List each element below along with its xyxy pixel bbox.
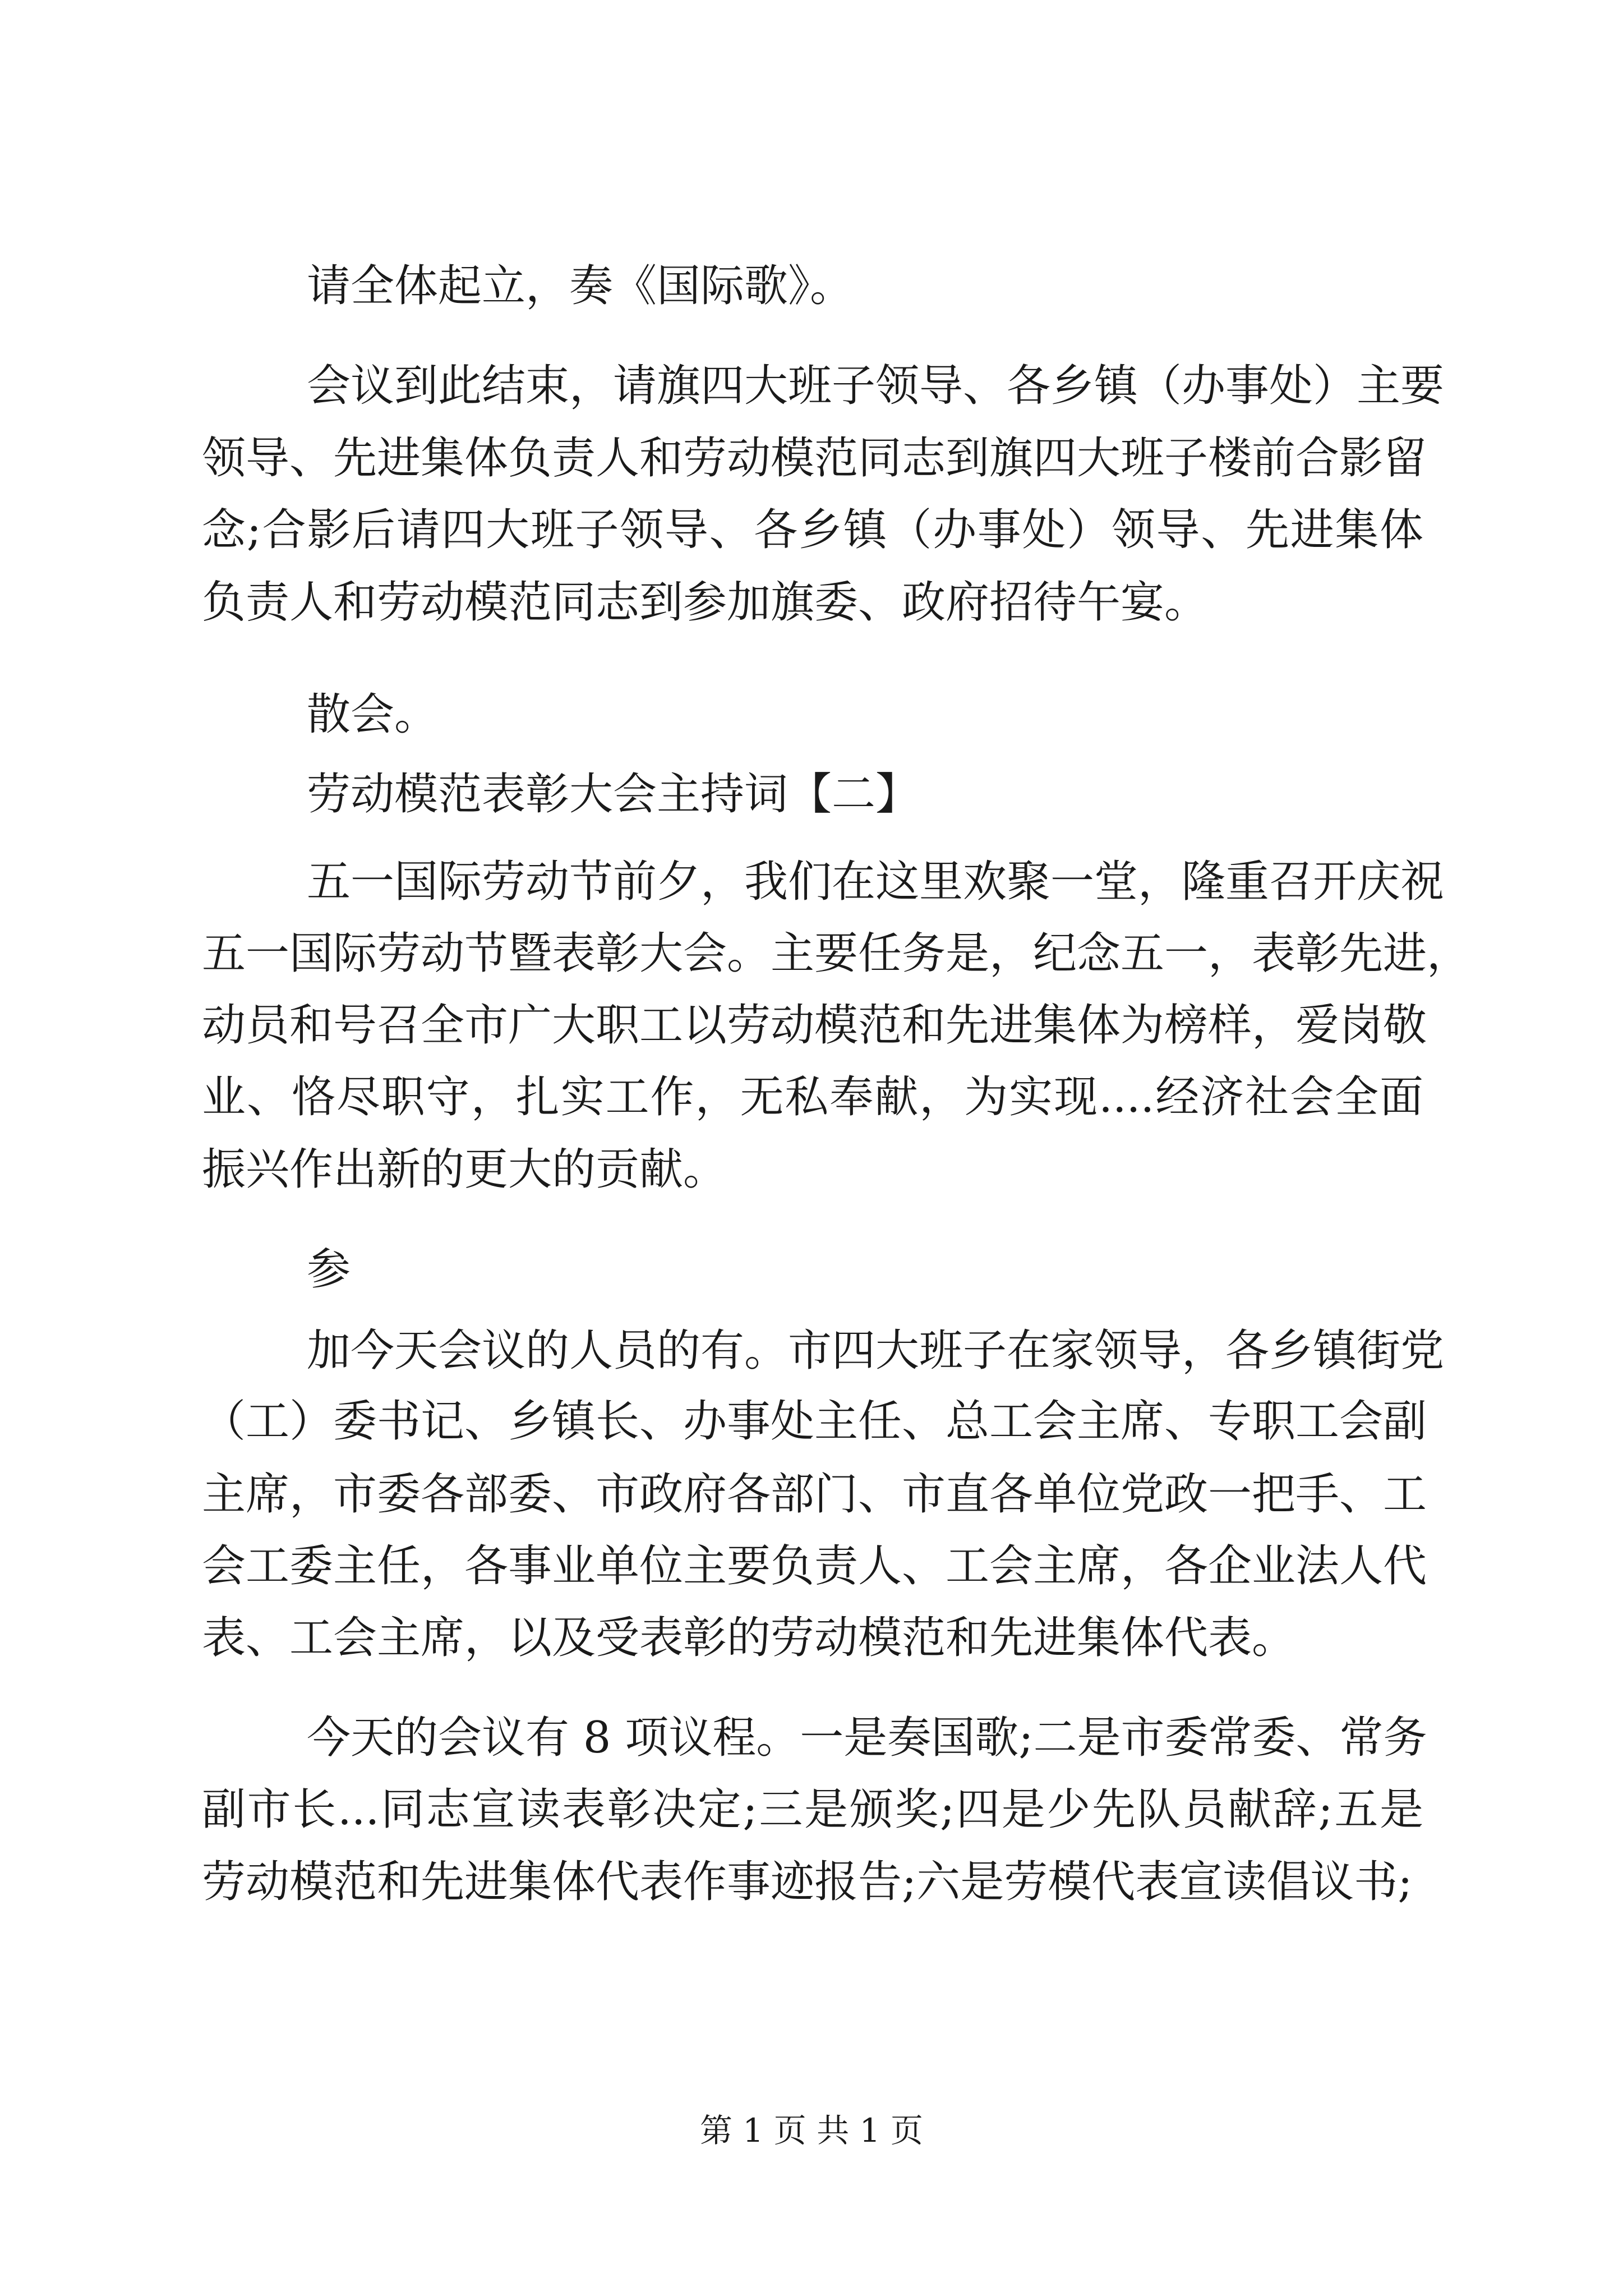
paragraph-7-line-5: 表、工会主席，以及受表彰的劳动模范和先进集体代表。 [202,1613,1296,1663]
paragraph-2-line-2: 领导、先进集体负责人和劳动模范同志到旗四大班子楼前合影留 [202,433,1427,484]
paragraph-2-line-4: 负责人和劳动模范同志到参加旗委、政府招待午宴。 [202,577,1209,628]
page-footer: 第 1 页 共 1 页 [700,2111,923,2150]
paragraph-1-line-1: 请全体起立，奏《国际歌》。 [307,261,854,311]
paragraph-7-line-1: 加今天会议的人员的有。市四大班子在家领导，各乡镇街党 [307,1326,1445,1376]
paragraph-7-line-2: （工）委书记、乡镇长、办事处主任、总工会主席、专职工会副 [202,1396,1427,1447]
paragraph-8-line-3: 劳动模范和先进集体代表作事迹报告;六是劳模代表宣读倡议书; [202,1857,1413,1907]
paragraph-4-line-1: 劳动模范表彰大会主持词【二】 [307,769,920,820]
paragraph-5-line-2: 五一国际劳动节暨表彰大会。主要任务是，纪念五一，表彰先进， [202,928,1471,979]
paragraph-2-line-1: 会议到此结束，请旗四大班子领导、各乡镇（办事处）主要 [307,361,1445,411]
paragraph-5-line-1: 五一国际劳动节前夕，我们在这里欢聚一堂，隆重召开庆祝 [307,857,1445,907]
paragraph-5-line-4: 业、恪尽职守，扎实工作，无私奉献，为实现....经济社会全面 [202,1072,1423,1122]
paragraph-7-line-4: 会工委主任，各事业单位主要负责人、工会主席，各企业法人代 [202,1541,1427,1591]
paragraph-3-line-1: 散会。 [307,689,439,740]
paragraph-8-line-2: 副市长...同志宣读表彰决定;三是颁奖;四是少先队员献辞;五是 [202,1784,1423,1835]
paragraph-8-line-1: 今天的会议有 8 项议程。一是奏国歌;二是市委常委、常务 [307,1713,1427,1763]
paragraph-5-line-5: 振兴作出新的更大的贡献。 [202,1144,727,1195]
paragraph-5-line-3: 动员和号召全市广大职工以劳动模范和先进集体为榜样，爱岗敬 [202,1000,1427,1051]
paragraph-7-line-3: 主席，市委各部委、市政府各部门、市直各单位党政一把手、工 [202,1469,1427,1520]
paragraph-2-line-3: 念;合影后请四大班子领导、各乡镇（办事处）领导、先进集体 [202,505,1423,555]
paragraph-6-line-1: 参 [307,1244,351,1295]
